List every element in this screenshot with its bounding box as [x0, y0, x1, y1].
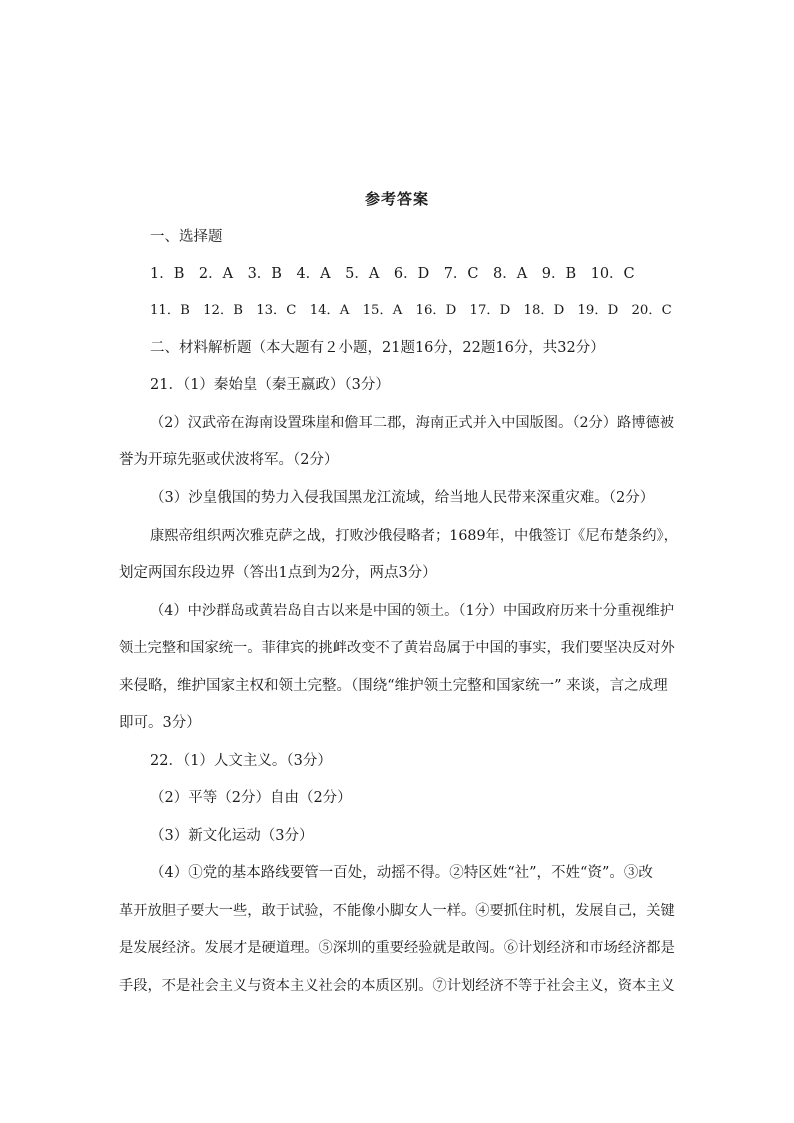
- section-heading-choice: 一、选择题: [150, 229, 223, 245]
- q21-part3-line3: 划定两国东段边界（答出1点到为2分，两点3分）: [119, 565, 437, 581]
- q21-part3-line2: 康熙帝组织两次雅克萨之战，打败沙俄侵略者；1689年，中俄签订《尼布楚条约》，: [150, 528, 678, 544]
- q22-part4-line1: （4）①党的基本路线要管一百处，动摇不得。②特区姓“社”，不姓“资”。③改: [150, 865, 653, 881]
- q22-part4-line2: 革开放胆子要大一些，敢于试验，不能像小脚女人一样。④要抓住时机，发展自己，关键: [119, 903, 675, 919]
- q22-part1: 22．（1）人文主义。（3分）: [150, 753, 332, 769]
- page-title: 参考答案: [364, 190, 429, 208]
- q22-part2: （2）平等（2分）自由（2分）: [150, 790, 352, 806]
- q22-part4-line4: 手段，不是社会主义与资本主义社会的本质区别。⑦计划经济不等于社会主义，资本主义: [119, 978, 675, 994]
- q21-part1: 21．（1）秦始皇（秦王嬴政）（3分）: [150, 377, 390, 393]
- q22-part3: （3）新文化运动（3分）: [150, 828, 314, 844]
- q21-part4-line3: 来侵略，维护国家主权和领土完整。（围绕“维护领土完整和国家统一” 来谈，言之成理: [119, 678, 668, 694]
- answer-line-11-20: 11．B 12．B 13．C 14．A 15．A 16．D 17．D 18．D 19．D 20．C: [150, 303, 672, 318]
- answer-line-1-10: 1．B 2．A 3．B 4．A 5．A 6．D 7．C 8．A 9．B 10．C: [150, 266, 635, 282]
- section-heading-material: 二、材料解析题（本大题有２小题，21题16分，22题16分，共32分）: [150, 340, 605, 356]
- q21-part4-line4: 即可。3分）: [119, 715, 201, 731]
- q22-part4-line3: 是发展经济。发展才是硬道理。⑤深圳的重要经验就是敢闯。⑥计划经济和市场经济都是: [119, 940, 675, 956]
- q21-part2-line2: 誉为开琼先驱或伏波将军。（2分）: [119, 452, 339, 468]
- q21-part4-line2: 领土完整和国家统一。菲律宾的挑衅改变不了黄岩岛属于中国的事实，我们要坚决反对外: [119, 640, 675, 656]
- q21-part2-line1: （2）汉武帝在海南设置珠崖和儋耳二郡，海南正式并入中国版图。（2分）路博德被: [150, 415, 675, 431]
- q21-part3-line1: （3）沙皇俄国的势力入侵我国黑龙江流域，给当地人民带来深重灾难。（2分）: [150, 490, 655, 506]
- q21-part4-line1: （4）中沙群岛或黄岩岛自古以来是中国的领土。（1分）中国政府历来十分重视维护: [150, 603, 675, 619]
